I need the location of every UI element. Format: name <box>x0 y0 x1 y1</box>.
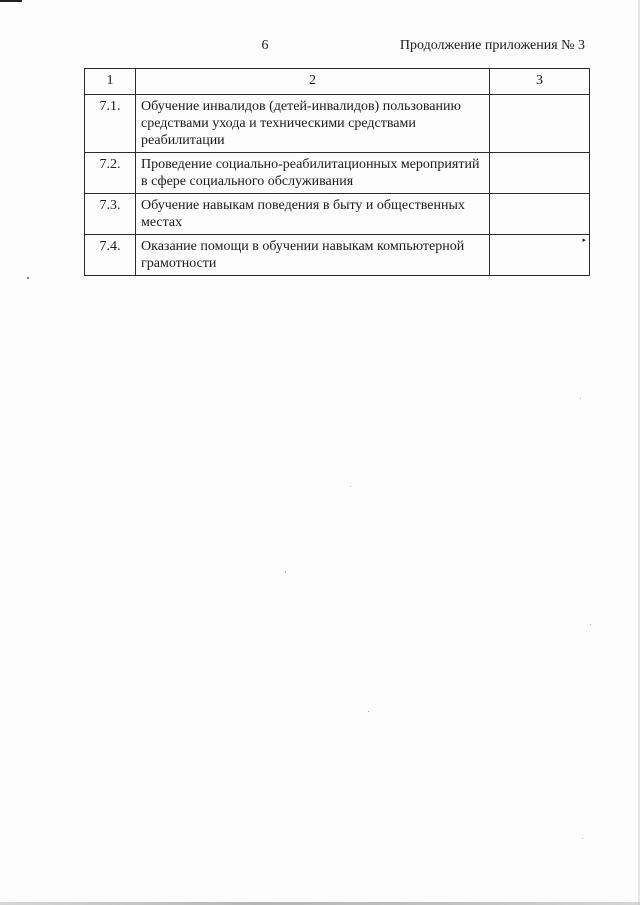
row-number: 7.2. <box>85 153 136 194</box>
table-row <box>85 194 590 235</box>
row-column-3 <box>490 95 590 153</box>
column-header-2: 2 <box>136 69 490 95</box>
scan-speck <box>368 711 369 712</box>
row-description: Оказание помощи в обучении навыкам компьютерной грамотности <box>136 235 490 276</box>
services-table <box>84 68 590 276</box>
row-number: 7.3. <box>85 194 136 235</box>
row-description: Обучение навыкам поведения в быту и общественных местах <box>136 194 490 235</box>
scan-speck <box>27 277 29 279</box>
scan-marker-icon: ▸ <box>582 236 586 244</box>
table-row <box>85 153 590 194</box>
row-column-3 <box>490 235 590 276</box>
column-header-3: 3 <box>490 69 590 95</box>
page-number: 6 <box>261 38 269 53</box>
appendix-label: Продолжение приложения № 3 <box>399 38 585 53</box>
row-column-3 <box>490 194 590 235</box>
table-row <box>85 95 590 153</box>
row-column-3 <box>490 153 590 194</box>
scan-corner-mark <box>0 0 22 8</box>
scan-speck <box>590 624 591 625</box>
table-row <box>85 235 590 276</box>
column-header-1: 1 <box>85 69 136 95</box>
scan-speck <box>350 486 351 487</box>
row-number: 7.1. <box>85 95 136 153</box>
row-description: Проведение социально-реабилитационных мероприятий в сфере социального обслуживания <box>136 153 490 194</box>
row-description: Обучение инвалидов (детей-инвалидов) пользованию средствами ухода и техническими средствами реабилитации <box>136 95 490 153</box>
row-number: 7.4. <box>85 235 136 276</box>
table-header-row <box>85 69 590 95</box>
scan-speck <box>582 838 583 839</box>
scan-speck <box>285 571 286 573</box>
scan-speck <box>580 398 581 399</box>
